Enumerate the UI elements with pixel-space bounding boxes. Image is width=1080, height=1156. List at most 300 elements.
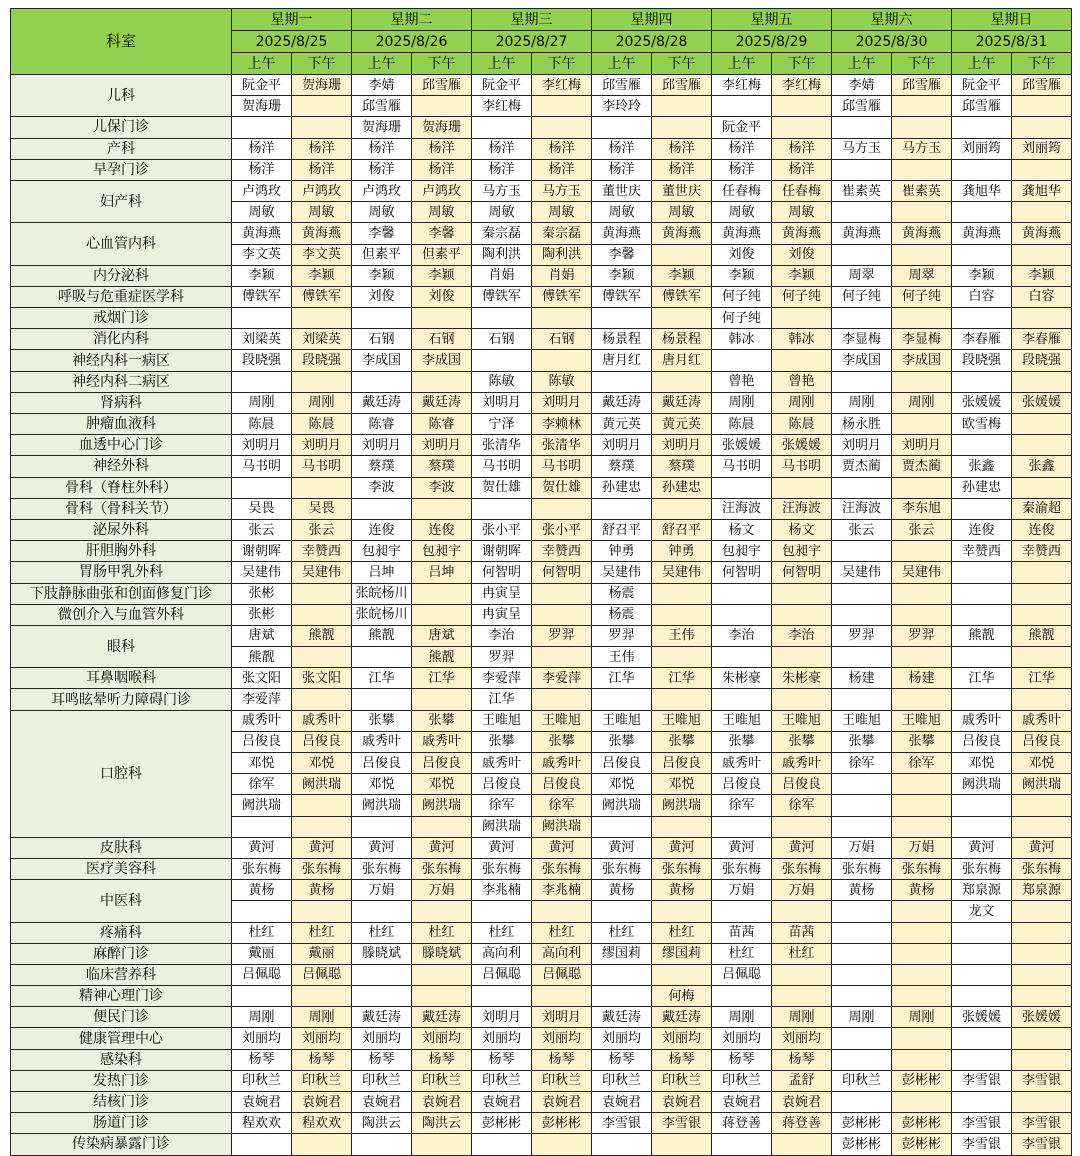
pm-doctor-cell: 黄河 <box>1012 837 1072 858</box>
pm-doctor-cell: 钟勇 <box>652 541 712 562</box>
am-doctor-cell <box>832 371 892 392</box>
am-doctor-cell: 舒召平 <box>592 519 652 540</box>
pm-doctor-cell: 徐军 <box>892 753 952 774</box>
pm-doctor-cell <box>652 901 712 922</box>
pm-doctor-cell <box>892 901 952 922</box>
am-doctor-cell: 幸赞西 <box>952 541 1012 562</box>
pm-doctor-cell <box>892 774 952 795</box>
am-doctor-cell: 钟勇 <box>592 541 652 562</box>
am-doctor-cell: 戴廷涛 <box>592 1007 652 1028</box>
pm-doctor-cell <box>532 689 592 710</box>
am-doctor-cell <box>952 583 1012 604</box>
pm-header: 下午 <box>292 53 352 75</box>
am-doctor-cell <box>712 1134 772 1155</box>
am-doctor-cell: 杨琴 <box>592 1049 652 1070</box>
pm-doctor-cell: 周敏 <box>652 202 712 223</box>
am-doctor-cell: 万娟 <box>352 880 412 901</box>
pm-doctor-cell <box>1012 562 1072 583</box>
pm-doctor-cell <box>1012 117 1072 138</box>
department-name: 医疗美容科 <box>11 858 232 879</box>
pm-header: 下午 <box>772 53 832 75</box>
am-doctor-cell: 秦宗磊 <box>472 223 532 244</box>
pm-doctor-cell: 熊靓 <box>1012 625 1072 646</box>
am-doctor-cell: 黄河 <box>952 837 1012 858</box>
pm-doctor-cell: 周刚 <box>292 392 352 413</box>
am-header: 上午 <box>952 53 1012 75</box>
am-doctor-cell: 张东梅 <box>952 858 1012 879</box>
am-doctor-cell: 李雪银 <box>952 1113 1012 1134</box>
am-doctor-cell: 黄杨 <box>232 880 292 901</box>
pm-doctor-cell <box>892 414 952 435</box>
pm-doctor-cell: 杜红 <box>772 943 832 964</box>
am-doctor-cell: 蔡璞 <box>352 456 412 477</box>
pm-doctor-cell <box>1012 1028 1072 1049</box>
am-doctor-cell: 卢鸿玫 <box>352 180 412 201</box>
am-doctor-cell: 黄河 <box>712 837 772 858</box>
table-row <box>11 75 1072 96</box>
pm-doctor-cell: 贺仕雄 <box>532 477 592 498</box>
am-doctor-cell: 徐军 <box>472 795 532 816</box>
pm-doctor-cell: 熊靓 <box>412 647 472 668</box>
pm-doctor-cell: 贺海珊 <box>412 117 472 138</box>
am-doctor-cell: 杨琴 <box>472 1049 532 1070</box>
pm-doctor-cell: 刘丽均 <box>292 1028 352 1049</box>
table-row <box>11 625 1072 646</box>
pm-doctor-cell: 卢鸿玫 <box>412 180 472 201</box>
am-doctor-cell: 杨洋 <box>712 159 772 180</box>
pm-doctor-cell <box>292 901 352 922</box>
pm-doctor-cell: 李爱萍 <box>532 668 592 689</box>
am-doctor-cell <box>472 1134 532 1155</box>
pm-doctor-cell: 秦渝超 <box>1012 498 1072 519</box>
am-doctor-cell: 刘丽均 <box>352 1028 412 1049</box>
am-doctor-cell: 唐月红 <box>592 350 652 371</box>
pm-doctor-cell: 傅铁军 <box>532 286 592 307</box>
roster-body <box>11 75 1072 1156</box>
am-doctor-cell: 汪海波 <box>832 498 892 519</box>
am-doctor-cell: 刘明月 <box>832 435 892 456</box>
pm-doctor-cell: 李显梅 <box>892 329 952 350</box>
pm-doctor-cell: 程欢欢 <box>292 1113 352 1134</box>
pm-doctor-cell: 朱彬豪 <box>772 668 832 689</box>
pm-doctor-cell: 万娟 <box>412 880 472 901</box>
pm-doctor-cell: 石钢 <box>532 329 592 350</box>
pm-doctor-cell: 李赖林 <box>532 414 592 435</box>
am-doctor-cell: 白容 <box>952 286 1012 307</box>
am-doctor-cell: 阙洪瑞 <box>352 795 412 816</box>
am-doctor-cell <box>952 117 1012 138</box>
pm-doctor-cell <box>772 308 832 329</box>
pm-doctor-cell: 王伟 <box>652 625 712 646</box>
am-doctor-cell <box>952 562 1012 583</box>
pm-doctor-cell <box>652 583 712 604</box>
pm-doctor-cell: 周翠 <box>892 265 952 286</box>
pm-doctor-cell <box>772 986 832 1007</box>
am-doctor-cell: 阙洪瑞 <box>952 774 1012 795</box>
pm-doctor-cell <box>892 795 952 816</box>
am-doctor-cell <box>232 1134 292 1155</box>
am-header: 上午 <box>472 53 532 75</box>
am-doctor-cell: 马方玉 <box>472 180 532 201</box>
pm-doctor-cell: 印秋兰 <box>412 1070 472 1091</box>
weekday-header: 星期日 <box>952 9 1072 31</box>
pm-doctor-cell: 阙洪瑞 <box>652 795 712 816</box>
table-row <box>11 498 1072 519</box>
am-doctor-cell: 蒋登善 <box>712 1113 772 1134</box>
pm-doctor-cell: 连俊 <box>412 519 472 540</box>
pm-doctor-cell: 何子纯 <box>772 286 832 307</box>
am-doctor-cell: 熊靓 <box>352 625 412 646</box>
table-row <box>11 922 1072 943</box>
am-doctor-cell <box>832 647 892 668</box>
pm-doctor-cell: 李波 <box>412 477 472 498</box>
pm-doctor-cell: 周敏 <box>412 202 472 223</box>
am-doctor-cell <box>352 901 412 922</box>
am-doctor-cell: 张彬 <box>232 583 292 604</box>
table-row <box>11 943 1072 964</box>
pm-doctor-cell: 江华 <box>1012 668 1072 689</box>
am-doctor-cell: 徐军 <box>712 795 772 816</box>
am-doctor-cell: 吕佩聪 <box>232 964 292 985</box>
pm-doctor-cell <box>1012 986 1072 1007</box>
am-doctor-cell: 缪国莉 <box>592 943 652 964</box>
pm-doctor-cell <box>892 689 952 710</box>
pm-doctor-cell <box>412 689 472 710</box>
pm-doctor-cell <box>892 477 952 498</box>
pm-doctor-cell: 李文英 <box>292 244 352 265</box>
pm-doctor-cell <box>1012 689 1072 710</box>
weekday-header: 星期四 <box>592 9 712 31</box>
pm-doctor-cell <box>412 371 472 392</box>
am-doctor-cell: 周敏 <box>232 202 292 223</box>
pm-doctor-cell <box>892 583 952 604</box>
pm-doctor-cell <box>1012 244 1072 265</box>
department-name: 妇产科 <box>11 180 232 222</box>
am-doctor-cell: 杨洋 <box>232 159 292 180</box>
am-doctor-cell <box>952 816 1012 837</box>
pm-doctor-cell: 江华 <box>412 668 472 689</box>
am-doctor-cell: 杨景程 <box>592 329 652 350</box>
am-doctor-cell: 李馨 <box>592 244 652 265</box>
pm-doctor-cell: 马书明 <box>532 456 592 477</box>
pm-doctor-cell <box>1012 922 1072 943</box>
pm-doctor-cell: 何梅 <box>652 986 712 1007</box>
am-doctor-cell <box>232 477 292 498</box>
am-doctor-cell: 彭彬彬 <box>832 1113 892 1134</box>
table-row <box>11 414 1072 435</box>
am-doctor-cell <box>232 308 292 329</box>
weekday-header: 星期六 <box>832 9 952 31</box>
am-doctor-cell: 张东梅 <box>472 858 532 879</box>
department-column-header: 科室 <box>11 9 232 75</box>
pm-doctor-cell: 段晓强 <box>292 350 352 371</box>
table-row <box>11 180 1072 201</box>
am-doctor-cell: 杜红 <box>592 922 652 943</box>
pm-doctor-cell <box>772 647 832 668</box>
table-row <box>11 583 1072 604</box>
am-doctor-cell: 龙文 <box>952 901 1012 922</box>
am-doctor-cell <box>952 308 1012 329</box>
table-row <box>11 964 1072 985</box>
am-doctor-cell: 蔡璞 <box>592 456 652 477</box>
pm-doctor-cell: 张攀 <box>652 731 712 752</box>
pm-doctor-cell: 张东梅 <box>412 858 472 879</box>
am-doctor-cell: 冉寅呈 <box>472 583 532 604</box>
pm-doctor-cell: 江华 <box>652 668 712 689</box>
am-doctor-cell: 贺海珊 <box>232 96 292 117</box>
am-doctor-cell: 程欢欢 <box>232 1113 292 1134</box>
weekday-row <box>11 9 1072 31</box>
pm-doctor-cell: 戚秀叶 <box>412 731 472 752</box>
pm-doctor-cell: 陈睿 <box>412 414 472 435</box>
pm-doctor-cell: 秦宗磊 <box>532 223 592 244</box>
pm-doctor-cell <box>892 647 952 668</box>
am-doctor-cell: 陶利洪 <box>472 244 532 265</box>
am-doctor-cell: 阙洪瑞 <box>592 795 652 816</box>
pm-doctor-cell: 张鑫 <box>1012 456 1072 477</box>
am-header: 上午 <box>832 53 892 75</box>
am-doctor-cell: 周刚 <box>712 392 772 413</box>
pm-doctor-cell: 杨建 <box>892 668 952 689</box>
pm-doctor-cell: 缪国莉 <box>652 943 712 964</box>
pm-doctor-cell <box>1012 647 1072 668</box>
am-doctor-cell: 杨震 <box>592 604 652 625</box>
am-doctor-cell <box>352 498 412 519</box>
am-doctor-cell <box>952 964 1012 985</box>
am-doctor-cell <box>472 308 532 329</box>
am-doctor-cell: 黄海燕 <box>592 223 652 244</box>
am-doctor-cell: 印秋兰 <box>712 1070 772 1091</box>
pm-doctor-cell: 戚秀叶 <box>772 753 832 774</box>
pm-doctor-cell: 张东梅 <box>652 858 712 879</box>
pm-doctor-cell: 蔡璞 <box>652 456 712 477</box>
am-doctor-cell: 欧雪梅 <box>952 414 1012 435</box>
pm-doctor-cell: 石钢 <box>412 329 472 350</box>
am-doctor-cell <box>952 689 1012 710</box>
department-name: 血透中心门诊 <box>11 435 232 456</box>
pm-doctor-cell <box>292 689 352 710</box>
pm-doctor-cell: 滕晓斌 <box>412 943 472 964</box>
pm-doctor-cell: 杨洋 <box>412 159 472 180</box>
department-name: 肠道门诊 <box>11 1113 232 1134</box>
department-name: 心血管内科 <box>11 223 232 265</box>
am-doctor-cell: 曾艳 <box>712 371 772 392</box>
am-doctor-cell: 印秋兰 <box>232 1070 292 1091</box>
am-doctor-cell: 江华 <box>352 668 412 689</box>
pm-doctor-cell: 戴丽 <box>292 943 352 964</box>
pm-doctor-cell: 蒋登善 <box>772 1113 832 1134</box>
pm-doctor-cell: 彭彬彬 <box>892 1134 952 1155</box>
am-doctor-cell: 陈睿 <box>352 414 412 435</box>
am-doctor-cell: 黄海燕 <box>712 223 772 244</box>
am-doctor-cell: 张媛媛 <box>952 1007 1012 1028</box>
am-doctor-cell <box>952 159 1012 180</box>
pm-doctor-cell: 高向利 <box>532 943 592 964</box>
department-name: 传染病暴露门诊 <box>11 1134 232 1155</box>
am-doctor-cell: 邓悦 <box>952 753 1012 774</box>
pm-doctor-cell <box>892 943 952 964</box>
am-doctor-cell: 傅铁军 <box>472 286 532 307</box>
department-name: 骨科（脊柱外科） <box>11 477 232 498</box>
am-doctor-cell: 周刚 <box>832 392 892 413</box>
am-doctor-cell <box>832 117 892 138</box>
pm-doctor-cell: 陈晨 <box>292 414 352 435</box>
pm-doctor-cell: 马书明 <box>772 456 832 477</box>
pm-doctor-cell: 刘俊 <box>772 244 832 265</box>
pm-doctor-cell: 万娟 <box>772 880 832 901</box>
pm-doctor-cell: 唐月红 <box>652 350 712 371</box>
pm-doctor-cell: 阙洪瑞 <box>532 816 592 837</box>
department-name: 健康管理中心 <box>11 1028 232 1049</box>
am-doctor-cell: 张皖杨川 <box>352 583 412 604</box>
am-doctor-cell <box>952 1028 1012 1049</box>
roster-header <box>11 9 1072 75</box>
table-row <box>11 880 1072 901</box>
pm-doctor-cell <box>772 117 832 138</box>
am-doctor-cell: 阙洪瑞 <box>232 795 292 816</box>
am-doctor-cell: 陶洪云 <box>352 1113 412 1134</box>
pm-doctor-cell: 万娟 <box>892 837 952 858</box>
pm-doctor-cell: 周刚 <box>292 1007 352 1028</box>
am-doctor-cell: 李玲玲 <box>592 96 652 117</box>
am-doctor-cell: 周刚 <box>232 1007 292 1028</box>
am-doctor-cell: 马方玉 <box>832 138 892 159</box>
am-doctor-cell: 李爱萍 <box>472 668 532 689</box>
am-doctor-cell <box>712 689 772 710</box>
pm-doctor-cell: 周敏 <box>532 202 592 223</box>
pm-doctor-cell: 张东梅 <box>532 858 592 879</box>
pm-doctor-cell: 蔡璞 <box>412 456 472 477</box>
table-row <box>11 562 1072 583</box>
am-doctor-cell <box>352 816 412 837</box>
pm-doctor-cell: 吕俊良 <box>652 753 712 774</box>
am-doctor-cell: 刘明月 <box>592 435 652 456</box>
department-name: 微创介入与血管外科 <box>11 604 232 625</box>
am-doctor-cell: 何子纯 <box>712 286 772 307</box>
am-doctor-cell: 杜红 <box>352 922 412 943</box>
pm-doctor-cell <box>1012 943 1072 964</box>
table-row <box>11 668 1072 689</box>
department-name: 便民门诊 <box>11 1007 232 1028</box>
pm-doctor-cell: 黄杨 <box>652 880 712 901</box>
pm-doctor-cell: 杨洋 <box>532 138 592 159</box>
am-doctor-cell: 邱雪雁 <box>592 75 652 96</box>
am-doctor-cell <box>472 498 532 519</box>
am-doctor-cell: 周敏 <box>712 202 772 223</box>
pm-doctor-cell <box>412 96 472 117</box>
am-doctor-cell: 何子纯 <box>832 286 892 307</box>
pm-doctor-cell: 邓悦 <box>412 774 472 795</box>
pm-doctor-cell: 李颖 <box>772 265 832 286</box>
pm-doctor-cell: 孟舒 <box>772 1070 832 1091</box>
pm-doctor-cell <box>412 816 472 837</box>
am-doctor-cell <box>592 117 652 138</box>
department-name: 内分泌科 <box>11 265 232 286</box>
pm-doctor-cell: 杨景程 <box>652 329 712 350</box>
pm-doctor-cell: 李成国 <box>412 350 472 371</box>
pm-doctor-cell: 彭彬彬 <box>892 1070 952 1091</box>
am-doctor-cell: 戚秀叶 <box>952 710 1012 731</box>
am-doctor-cell: 张东梅 <box>592 858 652 879</box>
am-doctor-cell: 张文阳 <box>232 668 292 689</box>
am-doctor-cell: 江华 <box>472 689 532 710</box>
am-doctor-cell <box>232 986 292 1007</box>
table-row <box>11 286 1072 307</box>
am-doctor-cell: 袁婉君 <box>232 1092 292 1113</box>
pm-doctor-cell: 刘明月 <box>892 435 952 456</box>
pm-doctor-cell <box>652 371 712 392</box>
am-doctor-cell: 李颖 <box>712 265 772 286</box>
am-doctor-cell: 阮金平 <box>472 75 532 96</box>
pm-doctor-cell <box>292 477 352 498</box>
am-doctor-cell: 印秋兰 <box>472 1070 532 1091</box>
pm-doctor-cell <box>532 117 592 138</box>
table-row <box>11 604 1072 625</box>
pm-doctor-cell <box>772 901 832 922</box>
pm-doctor-cell <box>772 1134 832 1155</box>
weekday-header: 星期二 <box>352 9 472 31</box>
am-doctor-cell: 黄河 <box>592 837 652 858</box>
pm-doctor-cell <box>292 96 352 117</box>
pm-doctor-cell: 吴畏 <box>292 498 352 519</box>
pm-doctor-cell <box>892 604 952 625</box>
department-name: 儿科 <box>11 75 232 117</box>
am-header: 上午 <box>232 53 292 75</box>
am-doctor-cell <box>712 350 772 371</box>
am-doctor-cell <box>592 964 652 985</box>
am-doctor-cell: 李颖 <box>592 265 652 286</box>
pm-doctor-cell: 吕佩聪 <box>292 964 352 985</box>
pm-doctor-cell: 吴建伟 <box>892 562 952 583</box>
pm-doctor-cell: 孙建忠 <box>652 477 712 498</box>
am-doctor-cell: 阮金平 <box>952 75 1012 96</box>
am-doctor-cell <box>592 901 652 922</box>
pm-doctor-cell: 罗羿 <box>532 625 592 646</box>
am-doctor-cell: 刘丽均 <box>712 1028 772 1049</box>
pm-doctor-cell <box>412 583 472 604</box>
pm-doctor-cell: 黄海燕 <box>892 223 952 244</box>
am-doctor-cell: 吕坤 <box>352 562 412 583</box>
am-doctor-cell: 吕俊良 <box>592 753 652 774</box>
pm-doctor-cell: 崔素英 <box>892 180 952 201</box>
pm-doctor-cell: 张媛媛 <box>1012 1007 1072 1028</box>
pm-doctor-cell: 戚秀叶 <box>1012 710 1072 731</box>
pm-doctor-cell <box>292 1134 352 1155</box>
am-doctor-cell: 吴畏 <box>232 498 292 519</box>
pm-doctor-cell <box>532 1134 592 1155</box>
pm-doctor-cell: 李成国 <box>892 350 952 371</box>
am-doctor-cell <box>832 774 892 795</box>
department-name: 肾病科 <box>11 392 232 413</box>
am-doctor-cell: 周敏 <box>352 202 412 223</box>
am-doctor-cell: 吕佩聪 <box>712 964 772 985</box>
am-doctor-cell <box>832 159 892 180</box>
am-doctor-cell: 黄河 <box>352 837 412 858</box>
am-doctor-cell: 马书明 <box>232 456 292 477</box>
department-name: 感染科 <box>11 1049 232 1070</box>
table-row <box>11 519 1072 540</box>
am-doctor-cell <box>592 986 652 1007</box>
am-doctor-cell: 谢朝晖 <box>232 541 292 562</box>
am-doctor-cell: 杨建 <box>832 668 892 689</box>
pm-header: 下午 <box>412 53 472 75</box>
pm-doctor-cell: 张东梅 <box>772 858 832 879</box>
am-doctor-cell: 李波 <box>352 477 412 498</box>
am-doctor-cell: 刘明月 <box>232 435 292 456</box>
am-doctor-cell: 吕俊良 <box>712 774 772 795</box>
am-doctor-cell: 刘俊 <box>712 244 772 265</box>
am-doctor-cell: 陈晨 <box>712 414 772 435</box>
